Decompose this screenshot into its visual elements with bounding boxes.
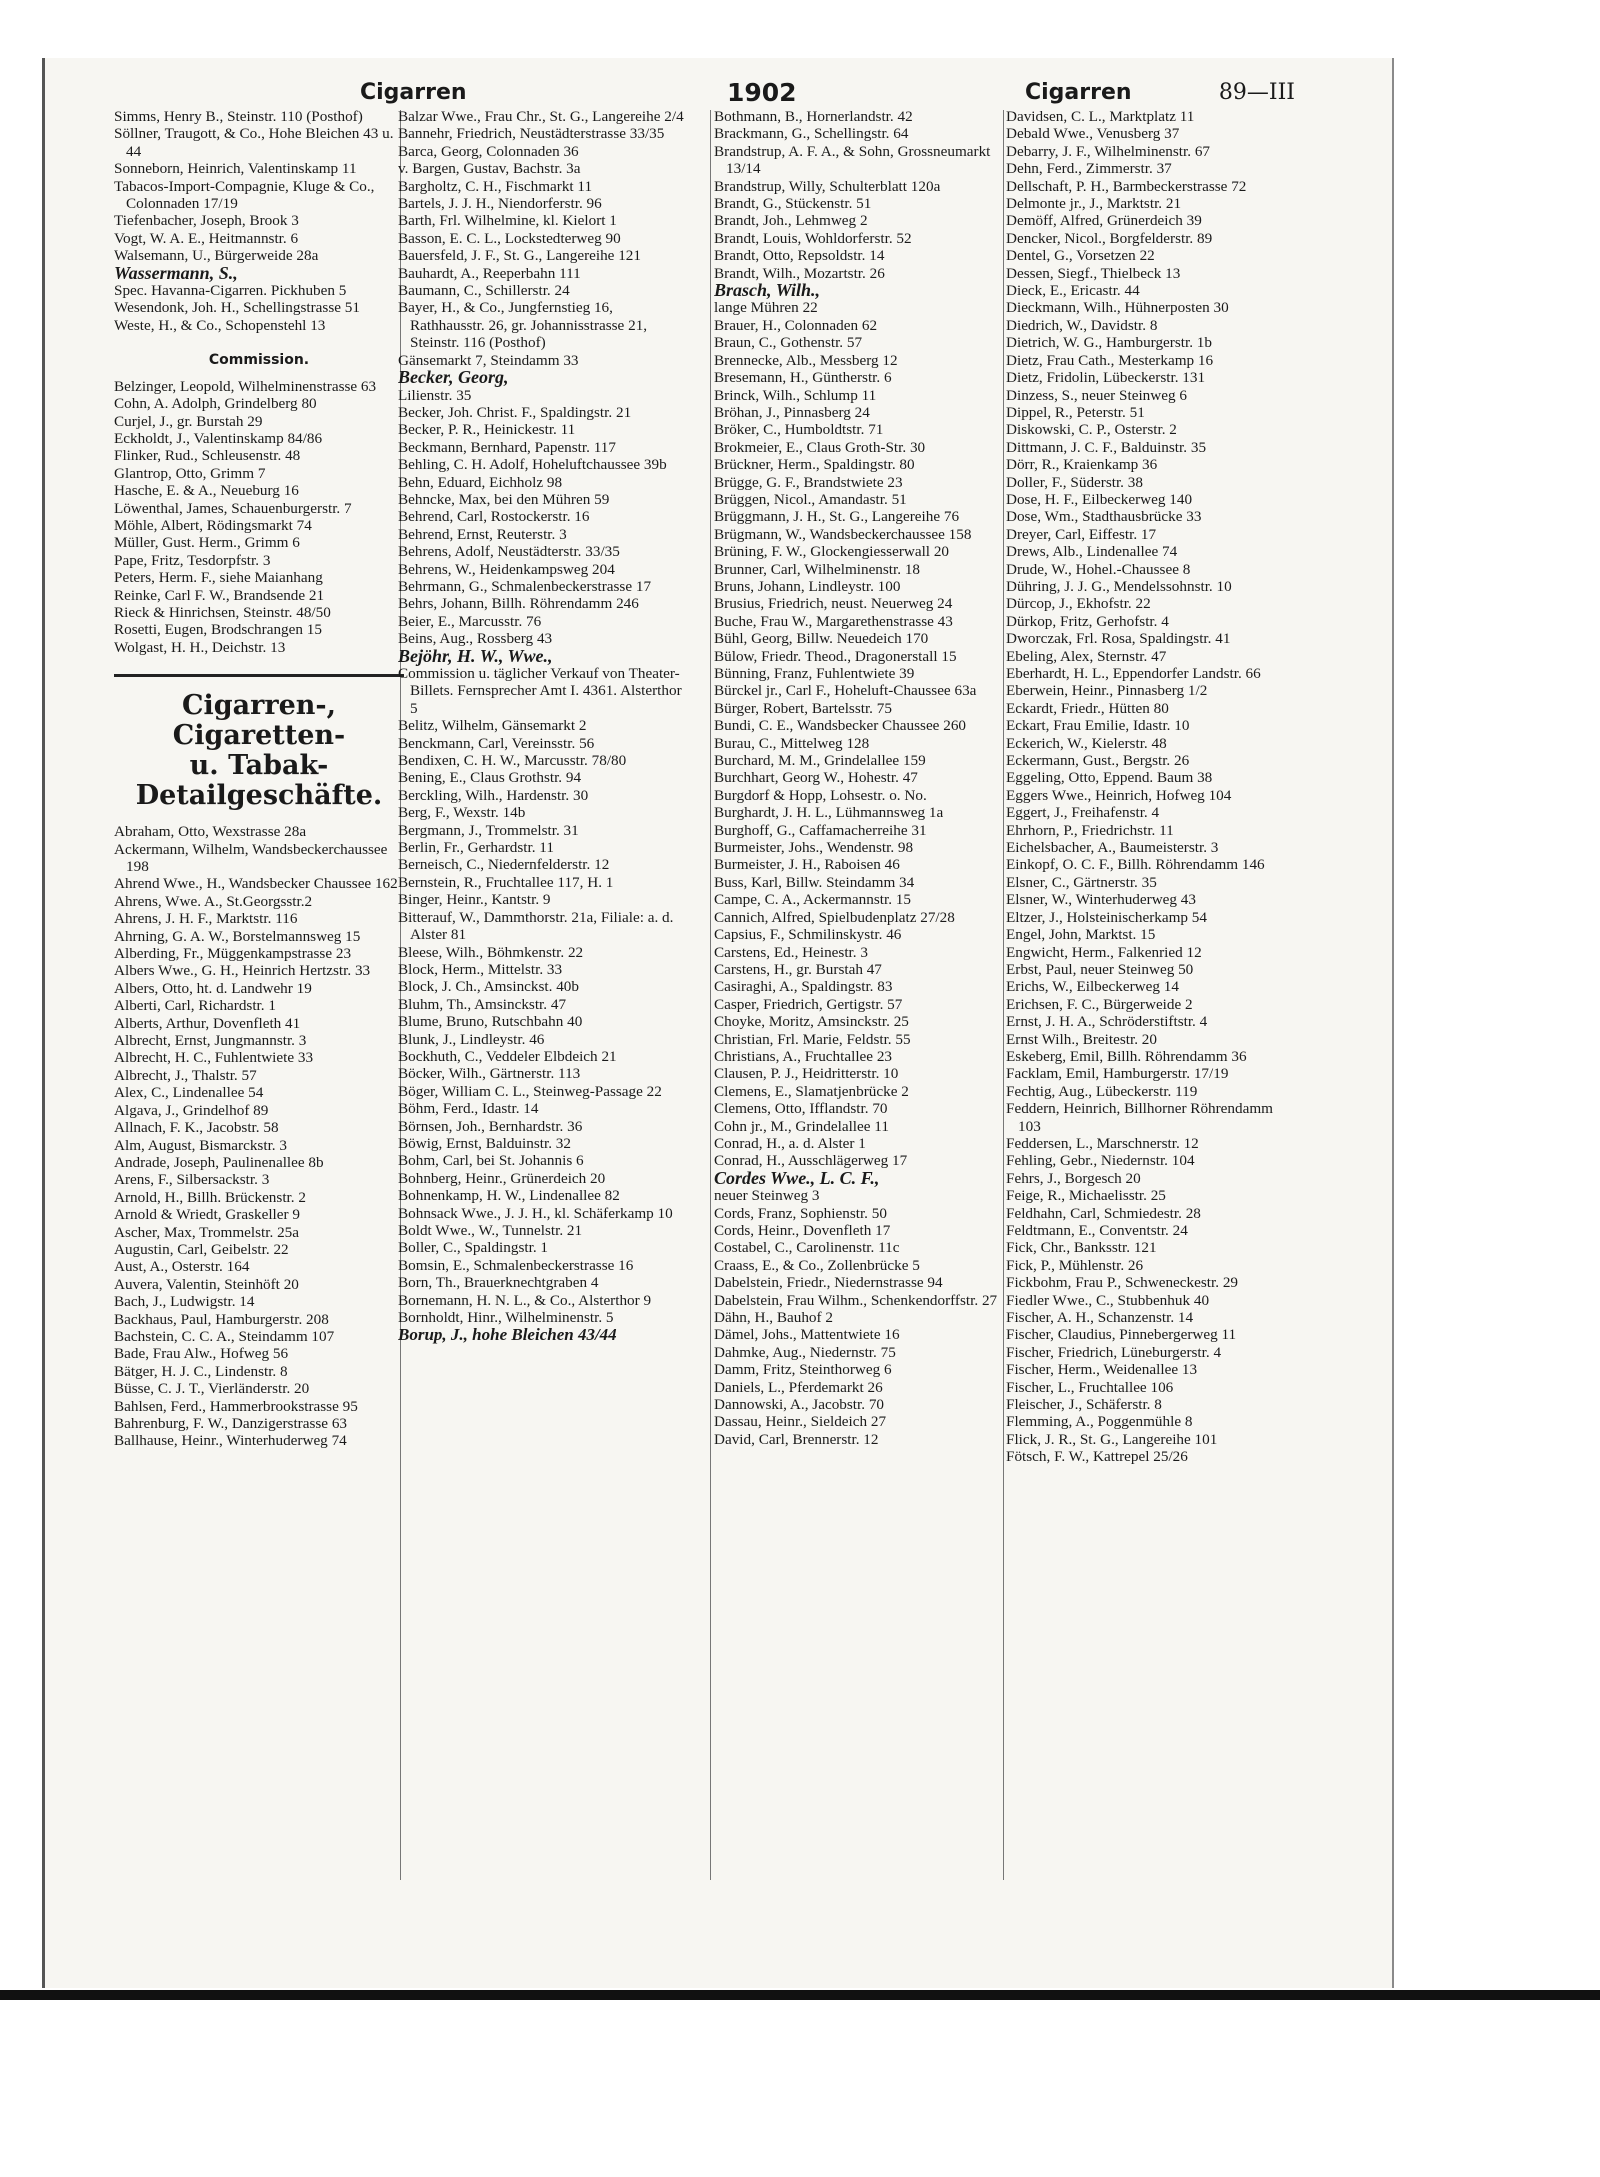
directory-entry: Peters, Herm. F., siehe Maianhang <box>114 569 323 587</box>
directory-entry: Born, Th., Brauerknechtgraben 4 <box>398 1274 599 1292</box>
directory-entry: Söllner, Traugott, & Co., Hohe Bleichen 43 u. 44 <box>114 125 394 160</box>
directory-entry: Feddersen, L., Marschnerstr. 12 <box>1006 1134 1199 1152</box>
directory-entry: Brandt, G., Stückenstr. 51 <box>714 195 872 213</box>
directory-entry: Bomsin, E., Schmalenbeckerstrasse 16 <box>398 1256 634 1274</box>
directory-entry: Fischer, A. H., Schanzenstr. 14 <box>1006 1309 1194 1327</box>
directory-entry: Burchhart, Georg W., Hohestr. 47 <box>714 769 918 787</box>
directory-entry: Barca, Georg, Colonnaden 36 <box>398 142 579 160</box>
directory-entry: Dehn, Ferd., Zimmerstr. 37 <box>1006 160 1172 178</box>
directory-entry: Dippel, R., Peterstr. 51 <box>1006 403 1145 421</box>
directory-entry: Bornemann, H. N. L., & Co., Alsterthor 9 <box>398 1291 652 1309</box>
directory-entry: Ehrhorn, P., Friedrichstr. 11 <box>1006 821 1174 839</box>
directory-entry: Vogt, W. A. E., Heitmannstr. 6 <box>114 229 299 247</box>
directory-entry: Bröhan, J., Pinnasberg 24 <box>714 403 870 421</box>
directory-entry: Belzinger, Leopold, Wilhelminenstrasse 63 <box>114 377 377 395</box>
directory-entry: Eggeling, Otto, Eppend. Baum 38 <box>1006 769 1213 787</box>
directory-entry: v. Bargen, Gustav, Bachstr. 3a <box>398 160 581 178</box>
directory-entry: Aust, A., Osterstr. 164 <box>114 1258 250 1276</box>
directory-entry: Commission u. täglicher Verkauf von Theater-Billets. Fernsprecher Amt I. 4361. Alsterthor 5 <box>398 665 682 717</box>
directory-entry: Fleischer, J., Schäferstr. 8 <box>1006 1396 1162 1414</box>
directory-entry: Fischer, Friedrich, Lüneburgerstr. 4 <box>1006 1343 1222 1361</box>
directory-entry: Algava, J., Grindelhof 89 <box>114 1101 269 1119</box>
directory-entry: Bendixen, C. H. W., Marcusstr. 78/80 <box>398 752 627 770</box>
directory-entry: Feddern, Heinrich, Billhorner Röhrendamm 103 <box>1006 1100 1273 1135</box>
directory-entry: Eckerich, W., Kielerstr. 48 <box>1006 734 1167 752</box>
directory-entry: Borup, J., hohe Bleichen 43/44 <box>398 1325 617 1345</box>
directory-entry: Feige, R., Michaelisstr. 25 <box>1006 1187 1166 1205</box>
directory-entry: Choyke, Moritz, Amsinckstr. 25 <box>714 1013 909 1031</box>
directory-entry: Alberding, Fr., Müggenkampstrasse 23 <box>114 945 352 963</box>
directory-entry: Eckholdt, J., Valentinskamp 84/86 <box>114 429 323 447</box>
directory-entry: Conrad, H., Ausschlägerweg 17 <box>714 1152 908 1170</box>
directory-entry: Cohn jr., M., Grindelallee 11 <box>714 1117 889 1135</box>
directory-entry: Brokmeier, E., Claus Groth-Str. 30 <box>714 438 926 456</box>
column-divider <box>710 110 711 1880</box>
directory-entry: Engwicht, Herm., Falkenried 12 <box>1006 943 1202 961</box>
directory-entry: Diskowski, C. P., Osterstr. 2 <box>1006 421 1177 439</box>
directory-entry: Diedrich, W., Davidstr. 8 <box>1006 316 1158 334</box>
directory-entry: Bargholtz, C. H., Fischmarkt 11 <box>398 177 593 195</box>
directory-entry: Büsse, C. J. T., Vierländerstr. 20 <box>114 1380 310 1398</box>
section-heading <box>114 691 404 811</box>
directory-entry: Fick, Chr., Banksstr. 121 <box>1006 1239 1157 1257</box>
directory-entry: Dahmke, Aug., Niedernstr. 75 <box>714 1343 896 1361</box>
directory-entry: Behrmann, G., Schmalenbeckerstrasse 17 <box>398 577 652 595</box>
directory-entry: Belitz, Wilhelm, Gänsemarkt 2 <box>398 717 587 735</box>
directory-entry: Bluhm, Th., Amsinckstr. 47 <box>398 995 567 1013</box>
directory-entry: Böwig, Ernst, Balduinstr. 32 <box>398 1134 571 1152</box>
directory-entry: Ernst Wilh., Breitestr. 20 <box>1006 1030 1157 1048</box>
directory-entry: Behrend, Ernst, Reuterstr. 3 <box>398 525 567 543</box>
directory-entry: Davidsen, C. L., Marktplatz 11 <box>1006 108 1195 125</box>
directory-entry: Benckmann, Carl, Vereinsstr. 56 <box>398 734 595 752</box>
directory-entry: Bülow, Friedr. Theod., Dragonerstall 15 <box>714 647 957 665</box>
directory-entry: Fick, P., Mühlenstr. 26 <box>1006 1256 1144 1274</box>
directory-entry: Burau, C., Mittelweg 128 <box>714 734 870 752</box>
directory-entry: Dose, Wm., Stadthausbrücke 33 <box>1006 508 1202 526</box>
directory-entry: Cords, Franz, Sophienstr. 50 <box>714 1204 887 1222</box>
directory-entry: Ahrens, J. H. F., Marktstr. 116 <box>114 910 298 928</box>
directory-entry: Dassau, Heinr., Sieldeich 27 <box>714 1413 887 1431</box>
directory-entry: Tiefenbacher, Joseph, Brook 3 <box>114 212 299 230</box>
directory-entry: Carstens, H., gr. Burstah 47 <box>714 960 882 978</box>
directory-entry: Brandt, Louis, Wohldorferstr. 52 <box>714 229 912 247</box>
directory-entry: Cannich, Alfred, Spielbudenplatz 27/28 <box>714 908 955 926</box>
directory-entry: Walsemann, U., Bürgerweide 28a <box>114 247 319 265</box>
directory-entry: Behrens, W., Heidenkampsweg 204 <box>398 560 615 578</box>
directory-entry: Behncke, Max, bei den Mühren 59 <box>398 490 610 508</box>
directory-entry: Andrade, Joseph, Paulinenallee 8b <box>114 1153 324 1171</box>
directory-entry: Eskeberg, Emil, Billh. Röhrendamm 36 <box>1006 1047 1247 1065</box>
directory-entry: Erichsen, F. C., Bürgerweide 2 <box>1006 995 1193 1013</box>
directory-entry: Elsner, C., Gärtnerstr. 35 <box>1006 873 1157 891</box>
directory-entry: Bürckel jr., Carl F., Hoheluft-Chaussee 63a <box>714 682 977 700</box>
running-title-right: Cigarren <box>1025 80 1132 105</box>
advertised-entry: Becker, Georg, <box>398 367 509 388</box>
directory-entry: Brandt, Otto, Repsoldstr. 14 <box>714 247 885 265</box>
column-3 <box>714 108 999 1878</box>
column-2 <box>398 108 691 1878</box>
directory-entry: Bundi, C. E., Wandsbecker Chaussee 260 <box>714 717 967 735</box>
directory-entry: Brandstrup, Willy, Schulterblatt 120a <box>714 177 941 195</box>
directory-entry: Ahrning, G. A. W., Borstelmannsweg 15 <box>114 927 361 945</box>
directory-entry: Arnold, H., Billh. Brückenstr. 2 <box>114 1188 306 1206</box>
directory-entry: Bothmann, B., Hornerlandstr. 42 <box>714 108 913 125</box>
directory-entry: Beier, E., Marcusstr. 76 <box>398 612 542 630</box>
directory-entry: Flinker, Rud., Schleusenstr. 48 <box>114 447 301 465</box>
directory-entry: Blume, Bruno, Rutschbahn 40 <box>398 1013 583 1031</box>
directory-entry: Fötsch, F. W., Kattrepel 25/26 <box>1006 1448 1188 1466</box>
directory-entry: Dworczak, Frl. Rosa, Spaldingstr. 41 <box>1006 630 1231 648</box>
column-4 <box>1006 108 1289 1878</box>
directory-entry: Facklam, Emil, Hamburgerstr. 17/19 <box>1006 1065 1229 1083</box>
directory-entry: Dabelstein, Frau Wilhm., Schenkendorffstr. 27 <box>714 1291 998 1309</box>
directory-entry: Doller, F., Süderstr. 38 <box>1006 473 1143 491</box>
directory-entry: Fischer, L., Fruchtallee 106 <box>1006 1378 1174 1396</box>
directory-entry: Arens, F., Silbersackstr. 3 <box>114 1171 270 1189</box>
scan-bottom-edge <box>0 1990 1600 2000</box>
section-divider <box>114 674 404 677</box>
directory-entry: Bartels, J. J. H., Niendorferstr. 96 <box>398 195 602 213</box>
directory-entry: Debarry, J. F., Wilhelminenstr. 67 <box>1006 142 1211 160</box>
directory-entry: Böger, William C. L., Steinweg-Passage 22 <box>398 1082 662 1100</box>
directory-entry: Barth, Frl. Wilhelmine, kl. Kielort 1 <box>398 212 617 230</box>
directory-entry: Alm, August, Bismarckstr. 3 <box>114 1136 287 1154</box>
directory-entry: Blunk, J., Lindleystr. 46 <box>398 1030 545 1048</box>
directory-entry: Brunner, Carl, Wilhelminenstr. 18 <box>714 560 921 578</box>
directory-entry: Christian, Frl. Marie, Feldstr. 55 <box>714 1030 911 1048</box>
directory-entry: Bergmann, J., Trommelstr. 31 <box>398 821 579 839</box>
directory-entry: Spec. Havanna-Cigarren. Pickhuben 5 <box>114 282 347 300</box>
directory-entry: Burgdorf & Hopp, Lohsestr. o. No. <box>714 786 927 804</box>
directory-entry: Berg, F., Wexstr. 14b <box>398 804 526 822</box>
directory-entry: Müller, Gust. Herm., Grimm 6 <box>114 534 300 552</box>
directory-entry: Bannehr, Friedrich, Neustädterstrasse 33/35 <box>398 125 665 143</box>
directory-entry: Dürcop, J., Ekhofstr. 22 <box>1006 595 1151 613</box>
directory-entry: Christians, A., Fruchtallee 23 <box>714 1047 893 1065</box>
directory-entry: neuer Steinweg 3 <box>714 1187 820 1205</box>
directory-entry: Bröker, C., Humboldtstr. 71 <box>714 421 884 439</box>
directory-entry: Ballhause, Heinr., Winterhuderweg 74 <box>114 1432 347 1450</box>
directory-entry: Costabel, C., Carolinenstr. 11c <box>714 1239 900 1257</box>
directory-entry: Dietz, Fridolin, Lübeckerstr. 131 <box>1006 369 1206 387</box>
directory-entry: Brusius, Friedrich, neust. Neuerweg 24 <box>714 595 953 613</box>
directory-entry: Fischer, Herm., Weidenallee 13 <box>1006 1361 1198 1379</box>
directory-entry: Dietrich, W. G., Hamburgerstr. 1b <box>1006 334 1212 352</box>
directory-entry: Dose, H. F., Eilbeckerweg 140 <box>1006 490 1193 508</box>
column-1 <box>114 108 404 1878</box>
directory-entry: Baumann, C., Schillerstr. 24 <box>398 282 570 300</box>
directory-entry: Craass, E., & Co., Zollenbrücke 5 <box>714 1256 920 1274</box>
section-heading-line: u. Tabak- <box>189 750 329 782</box>
directory-entry: Brüggen, Nicol., Amandastr. 51 <box>714 490 907 508</box>
directory-entry: Burmeister, J. H., Raboisen 46 <box>714 856 900 874</box>
directory-entry: Alberts, Arthur, Dovenfleth 41 <box>114 1014 301 1032</box>
directory-entry: Dencker, Nicol., Borgfelderstr. 89 <box>1006 229 1213 247</box>
directory-entry: Eggers Wwe., Heinrich, Hofweg 104 <box>1006 786 1232 804</box>
directory-entry: Buss, Karl, Billw. Steindamm 34 <box>714 873 915 891</box>
directory-entry: Eckart, Frau Emilie, Idastr. 10 <box>1006 717 1190 735</box>
directory-entry: Weste, H., & Co., Schopenstehl 13 <box>114 316 326 334</box>
directory-entry: Brüggmann, J. H., St. G., Langereihe 76 <box>714 508 960 526</box>
directory-entry: Bening, E., Claus Grothstr. 94 <box>398 769 582 787</box>
directory-entry: Bauersfeld, J. F., St. G., Langereihe 121 <box>398 247 641 265</box>
subsection-heading: Commission. <box>208 352 310 369</box>
directory-entry: Simms, Henry B., Steinstr. 110 (Posthof) <box>114 108 363 125</box>
directory-entry: Ebeling, Alex, Sternstr. 47 <box>1006 647 1167 665</box>
directory-entry: Brügge, G. F., Brandstwiete 23 <box>714 473 903 491</box>
column-divider <box>1003 110 1004 1880</box>
directory-entry: Cords, Heinr., Dovenfleth 17 <box>714 1222 891 1239</box>
directory-entry: Dähn, H., Bauhof 2 <box>714 1309 833 1327</box>
directory-entry: Fehling, Gebr., Niedernstr. 104 <box>1006 1152 1195 1170</box>
directory-entry: Bohnberg, Heinr., Grünerdeich 20 <box>398 1169 606 1187</box>
page-number: 89—III <box>1218 80 1295 105</box>
directory-entry: Dabelstein, Friedr., Niedernstrasse 94 <box>714 1274 943 1292</box>
directory-entry: Ahrend Wwe., H., Wandsbecker Chaussee 162 <box>114 875 398 893</box>
directory-entry: Behn, Eduard, Eichholz 98 <box>398 473 563 491</box>
directory-entry: Block, Herm., Mittelstr. 33 <box>398 960 563 978</box>
directory-entry: Block, J. Ch., Amsinckst. 40b <box>398 978 579 996</box>
directory-entry: Drews, Alb., Lindenallee 74 <box>1006 543 1178 561</box>
directory-entry: Braun, C., Gothenstr. 57 <box>714 334 863 352</box>
directory-entry: Demöff, Alfred, Grünerdeich 39 <box>1006 212 1202 230</box>
directory-entry: Eckermann, Gust., Bergstr. 26 <box>1006 752 1190 770</box>
directory-entry: Dessen, Siegf., Thielbeck 13 <box>1006 264 1181 282</box>
directory-entry: Bühl, Georg, Billw. Neuedeich 170 <box>714 630 929 648</box>
directory-entry: Erbst, Paul, neuer Steinweg 50 <box>1006 960 1194 978</box>
directory-entry: Eckardt, Friedr., Hütten 80 <box>1006 699 1169 717</box>
section-heading-line: Cigarren-, Cigaretten- <box>172 690 346 752</box>
directory-entry: Bade, Frau Alw., Hofweg 56 <box>114 1345 289 1363</box>
directory-entry: Brandstrup, A. F. A., & Sohn, Grossneumarkt 13/14 <box>714 142 991 178</box>
directory-entry: Feldtmann, E., Conventstr. 24 <box>1006 1222 1188 1239</box>
directory-entry: Bernstein, R., Fruchtallee 117, H. 1 <box>398 873 614 891</box>
directory-entry: Ahrens, Wwe. A., St.Georgsstr.2 <box>114 892 313 910</box>
directory-entry: Capsius, F., Schmilinskystr. 46 <box>714 926 902 944</box>
directory-entry: Becker, P. R., Heinickestr. 11 <box>398 421 576 439</box>
directory-entry: Brandt, Joh., Lehmweg 2 <box>714 212 868 230</box>
directory-entry: Feldhahn, Carl, Schmiedestr. 28 <box>1006 1204 1201 1222</box>
directory-entry: Bohm, Carl, bei St. Johannis 6 <box>398 1152 584 1170</box>
directory-entry: lange Mühren 22 <box>714 299 818 317</box>
directory-entry: Brinck, Wilh., Schlump 11 <box>714 386 877 404</box>
directory-entry: Carstens, Ed., Heinestr. 3 <box>714 943 868 961</box>
directory-entry: Bornholdt, Hinr., Wilhelminenstr. 5 <box>398 1309 614 1327</box>
directory-entry: Burghoff, G., Caffamacherreihe 31 <box>714 821 927 839</box>
directory-entry: Bruns, Johann, Lindleystr. 100 <box>714 577 901 595</box>
directory-entry: Berneisch, C., Niedernfelderstr. 12 <box>398 856 610 874</box>
directory-entry: Burchard, M. M., Grindelallee 159 <box>714 752 926 770</box>
directory-entry: Beckmann, Bernhard, Papenstr. 117 <box>398 438 616 456</box>
directory-entry: Eberhardt, H. L., Eppendorfer Landstr. 66 <box>1006 665 1261 682</box>
directory-entry: Flick, J. R., St. G., Langereihe 101 <box>1006 1430 1218 1448</box>
directory-entry: Albrecht, Ernst, Jungmannstr. 3 <box>114 1032 307 1050</box>
directory-entry: Dieckmann, Wilh., Hühnerposten 30 <box>1006 299 1229 317</box>
directory-entry: Balzar Wwe., Frau Chr., St. G., Langereihe 2/4 <box>398 108 684 125</box>
directory-entry: Sonneborn, Heinrich, Valentinskamp 11 <box>114 160 357 178</box>
directory-entry: Lilienstr. 35 <box>398 386 472 404</box>
directory-entry: Basson, E. C. L., Lockstedterweg 90 <box>398 229 621 247</box>
directory-entry: Burghardt, J. H. L., Lühmannsweg 1a <box>714 804 944 822</box>
directory-entry: Möhle, Albert, Rödingsmarkt 74 <box>114 516 312 534</box>
directory-entry: Augustin, Carl, Geibelstr. 22 <box>114 1240 289 1258</box>
directory-entry: Boller, C., Spaldingstr. 1 <box>398 1239 549 1257</box>
directory-entry: Böhm, Ferd., Idastr. 14 <box>398 1100 539 1118</box>
directory-entry: Berckling, Wilh., Hardenstr. 30 <box>398 786 589 804</box>
directory-entry: Fiedler Wwe., C., Stubbenhuk 40 <box>1006 1291 1210 1309</box>
directory-entry: Bürger, Robert, Bartelsstr. 75 <box>714 699 892 717</box>
directory-entry: Flemming, A., Poggenmühle 8 <box>1006 1413 1193 1431</box>
directory-entry: Becker, Joh. Christ. F., Spaldingstr. 21 <box>398 403 632 421</box>
advertised-entry: Wassermann, S., <box>114 262 238 283</box>
directory-entry: Bohnsack Wwe., J. J. H., kl. Schäferkamp 10 <box>398 1204 673 1222</box>
directory-entry: Cohn, A. Adolph, Grindelberg 80 <box>114 395 317 413</box>
directory-entry: Dittmann, J. C. F., Balduinstr. 35 <box>1006 438 1207 456</box>
directory-entry: Wesendonk, Joh. H., Schellingstrasse 51 <box>114 299 360 317</box>
directory-entry: Dinzess, S., neuer Steinweg 6 <box>1006 386 1187 404</box>
directory-entry: Dietz, Frau Cath., Mesterkamp 16 <box>1006 351 1214 369</box>
directory-entry: Curjel, J., gr. Burstah 29 <box>114 412 263 430</box>
directory-entry: Damm, Fritz, Steinthorweg 6 <box>714 1361 892 1379</box>
directory-entry: Bayer, H., & Co., Jungfernstieg 16, Rathhausstr. 26, gr. Johannisstrasse 21, Steinstr. 116 (Posthof) <box>398 299 648 352</box>
directory-entry: Backhaus, Paul, Hamburgerstr. 208 <box>114 1310 329 1328</box>
directory-entry: Pape, Fritz, Tesdorpfstr. 3 <box>114 551 271 569</box>
directory-entry: Löwenthal, James, Schauenburgerstr. 7 <box>114 499 352 517</box>
directory-entry: Behrens, Adolf, Neustädterstr. 33/35 <box>398 543 620 561</box>
advertised-entry: Cordes Wwe., L. C. F., <box>714 1167 880 1188</box>
directory-entry: Clemens, Otto, Ifflandstr. 70 <box>714 1100 888 1118</box>
directory-entry: Eltzer, J., Holsteinischerkamp 54 <box>1006 908 1207 926</box>
directory-entry: Fehrs, J., Borgesch 20 <box>1006 1169 1141 1187</box>
directory-entry: Bohnenkamp, H. W., Lindenallee 82 <box>398 1187 620 1205</box>
directory-entry: Bahlsen, Ferd., Hammerbrookstrasse 95 <box>114 1397 358 1415</box>
directory-entry: Bünning, Franz, Fuhlentwiete 39 <box>714 665 915 682</box>
directory-entry: Burmeister, Johs., Wendenstr. 98 <box>714 839 914 857</box>
directory-entry: Boldt Wwe., W., Tunnelstr. 21 <box>398 1222 583 1239</box>
directory-entry: Alberti, Carl, Richardstr. 1 <box>114 997 276 1015</box>
running-title-left: Cigarren <box>360 80 467 105</box>
directory-entry: Binger, Heinr., Kantstr. 9 <box>398 891 551 909</box>
directory-entry: Bitterauf, W., Dammthorstr. 21a, Filiale: a. d. Alster 81 <box>398 908 674 944</box>
directory-entry: Fischer, Claudius, Pinnebergerweg 11 <box>1006 1326 1237 1344</box>
directory-entry: Brüning, F. W., Glockengiesserwall 20 <box>714 543 950 561</box>
directory-entry: Einkopf, O. C. F., Billh. Röhrendamm 146 <box>1006 856 1265 874</box>
directory-entry: Wolgast, H. H., Deichstr. 13 <box>114 638 286 656</box>
directory-entry: Eggert, J., Freihafenstr. 4 <box>1006 804 1160 822</box>
directory-entry: Fechtig, Aug., Lübeckerstr. 119 <box>1006 1082 1198 1100</box>
directory-entry: Elsner, W., Winterhuderweg 43 <box>1006 891 1196 909</box>
directory-entry: Ackermann, Wilhelm, Wandsbeckerchaussee 198 <box>114 840 388 875</box>
directory-entry: Brackmann, G., Schellingstr. 64 <box>714 125 909 143</box>
directory-entry: Albrecht, J., Thalstr. 57 <box>114 1066 257 1084</box>
directory-entry: Brennecke, Alb., Messberg 12 <box>714 351 898 369</box>
directory-entry: Fickbohm, Frau P., Schweneckestr. 29 <box>1006 1274 1239 1292</box>
directory-entry: Rosetti, Eugen, Brodschrangen 15 <box>114 621 322 639</box>
section-heading-line: Detailgeschäfte. <box>135 780 383 812</box>
directory-entry: Brauer, H., Colonnaden 62 <box>714 316 878 334</box>
directory-entry: Auvera, Valentin, Steinhöft 20 <box>114 1275 299 1293</box>
directory-entry: Gänsemarkt 7, Steindamm 33 <box>398 351 579 369</box>
directory-entry: Berlin, Fr., Gerhardstr. 11 <box>398 839 554 857</box>
directory-entry: Bach, J., Ludwigstr. 14 <box>114 1293 255 1311</box>
directory-entry: Arnold & Wriedt, Graskeller 9 <box>114 1206 300 1224</box>
directory-entry: Bresemann, H., Güntherstr. 6 <box>714 369 892 387</box>
directory-entry: Bahrenburg, F. W., Danzigerstrasse 63 <box>114 1415 348 1432</box>
advertised-entry: Bejöhr, H. W., Wwe., <box>398 645 553 666</box>
directory-entry: Buche, Frau W., Margarethenstrasse 43 <box>714 612 953 630</box>
directory-entry: Dentel, G., Vorsetzen 22 <box>1006 247 1155 265</box>
directory-entry: Dämel, Johs., Mattentwiete 16 <box>714 1326 900 1344</box>
directory-entry: Brandt, Wilh., Mozartstr. 26 <box>714 264 885 282</box>
directory-entry: Albers Wwe., G. H., Heinrich Hertzstr. 33 <box>114 962 371 980</box>
directory-entry: Delmonte jr., J., Marktstr. 21 <box>1006 195 1182 213</box>
directory-entry: Daniels, L., Pferdemarkt 26 <box>714 1378 883 1396</box>
directory-entry: Hasche, E. & A., Neueburg 16 <box>114 482 299 500</box>
directory-entry: Dürkop, Fritz, Gerhofstr. 4 <box>1006 612 1169 630</box>
directory-entry: Eberwein, Heinr., Pinnasberg 1/2 <box>1006 682 1208 700</box>
directory-entry: Brügmann, W., Wandsbeckerchaussee 158 <box>714 525 972 543</box>
directory-entry: Bauhardt, A., Reeperbahn 111 <box>398 264 581 282</box>
directory-entry: Conrad, H., a. d. Alster 1 <box>714 1134 866 1152</box>
directory-entry: Dreyer, Carl, Eiffestr. 17 <box>1006 525 1157 543</box>
directory-entry: Dellschaft, P. H., Barmbeckerstrasse 72 <box>1006 177 1247 195</box>
directory-entry: Debald Wwe., Venusberg 37 <box>1006 125 1180 143</box>
directory-entry: Dannowski, A., Jacobstr. 70 <box>714 1396 885 1414</box>
directory-entry: Allnach, F. K., Jacobstr. 58 <box>114 1119 279 1137</box>
directory-entry: Eichelsbacher, A., Baumeisterstr. 3 <box>1006 839 1219 857</box>
directory-entry: Glantrop, Otto, Grimm 7 <box>114 464 266 482</box>
directory-entry: Bockhuth, C., Veddeler Elbdeich 21 <box>398 1047 617 1065</box>
directory-entry: Behrs, Johann, Billh. Röhrendamm 246 <box>398 595 639 613</box>
directory-entry: Abraham, Otto, Wexstrasse 28a <box>114 823 307 841</box>
year: 1902 <box>727 78 797 107</box>
directory-entry: Casiraghi, A., Spaldingstr. 83 <box>714 978 893 996</box>
directory-entry: Drude, W., Hohel.-Chaussee 8 <box>1006 560 1191 578</box>
advertised-entry: Brasch, Wilh., <box>714 280 821 301</box>
directory-entry: Böcker, Wilh., Gärtnerstr. 113 <box>398 1065 581 1083</box>
directory-entry: Dörr, R., Kraienkamp 36 <box>1006 456 1158 474</box>
directory-entry: Albrecht, H. C., Fuhlentwiete 33 <box>114 1049 314 1067</box>
directory-entry: Campe, C. A., Ackermannstr. 15 <box>714 891 911 909</box>
directory-entry: Ernst, J. H. A., Schröderstiftstr. 4 <box>1006 1013 1208 1031</box>
directory-entry: Clausen, P. J., Heidritterstr. 10 <box>714 1065 899 1083</box>
directory-entry: Dieck, E., Ericastr. 44 <box>1006 282 1140 300</box>
directory-entry: Engel, John, Marktst. 15 <box>1006 926 1156 944</box>
directory-entry: Brückner, Herm., Spaldingstr. 80 <box>714 456 915 474</box>
directory-entry: Casper, Friedrich, Gertigstr. 57 <box>714 995 903 1013</box>
directory-entry: Behrend, Carl, Rostockerstr. 16 <box>398 508 590 526</box>
directory-entry: Clemens, E., Slamatjenbrücke 2 <box>714 1082 909 1100</box>
directory-entry: Tabacos-Import-Compagnie, Kluge & Co., Colonnaden 17/19 <box>114 177 375 213</box>
directory-entry: Ascher, Max, Trommelstr. 25a <box>114 1223 300 1241</box>
directory-entry: Erichs, W., Eilbeckerweg 14 <box>1006 978 1179 996</box>
directory-entry: Börnsen, Joh., Bernhardstr. 36 <box>398 1117 583 1135</box>
directory-entry: David, Carl, Brennerstr. 12 <box>714 1430 879 1448</box>
directory-entry: Albers, Otto, ht. d. Landwehr 19 <box>114 979 312 997</box>
directory-entry: Behling, C. H. Adolf, Hoheluftchaussee 39b <box>398 456 667 474</box>
directory-entry: Rieck & Hinrichsen, Steinstr. 48/50 <box>114 603 331 621</box>
directory-entry: Beins, Aug., Rossberg 43 <box>398 630 553 648</box>
directory-entry: Bätger, H. J. C., Lindenstr. 8 <box>114 1362 288 1380</box>
directory-entry: Dühring, J. J. G., Mendelssohnstr. 10 <box>1006 577 1232 595</box>
directory-entry: Bachstein, C. C. A., Steindamm 107 <box>114 1327 335 1345</box>
directory-entry: Alex, C., Lindenallee 54 <box>114 1084 264 1102</box>
directory-entry: Reinke, Carl F. W., Brandsende 21 <box>114 586 325 604</box>
directory-entry: Bleese, Wilh., Böhmkenstr. 22 <box>398 943 584 961</box>
